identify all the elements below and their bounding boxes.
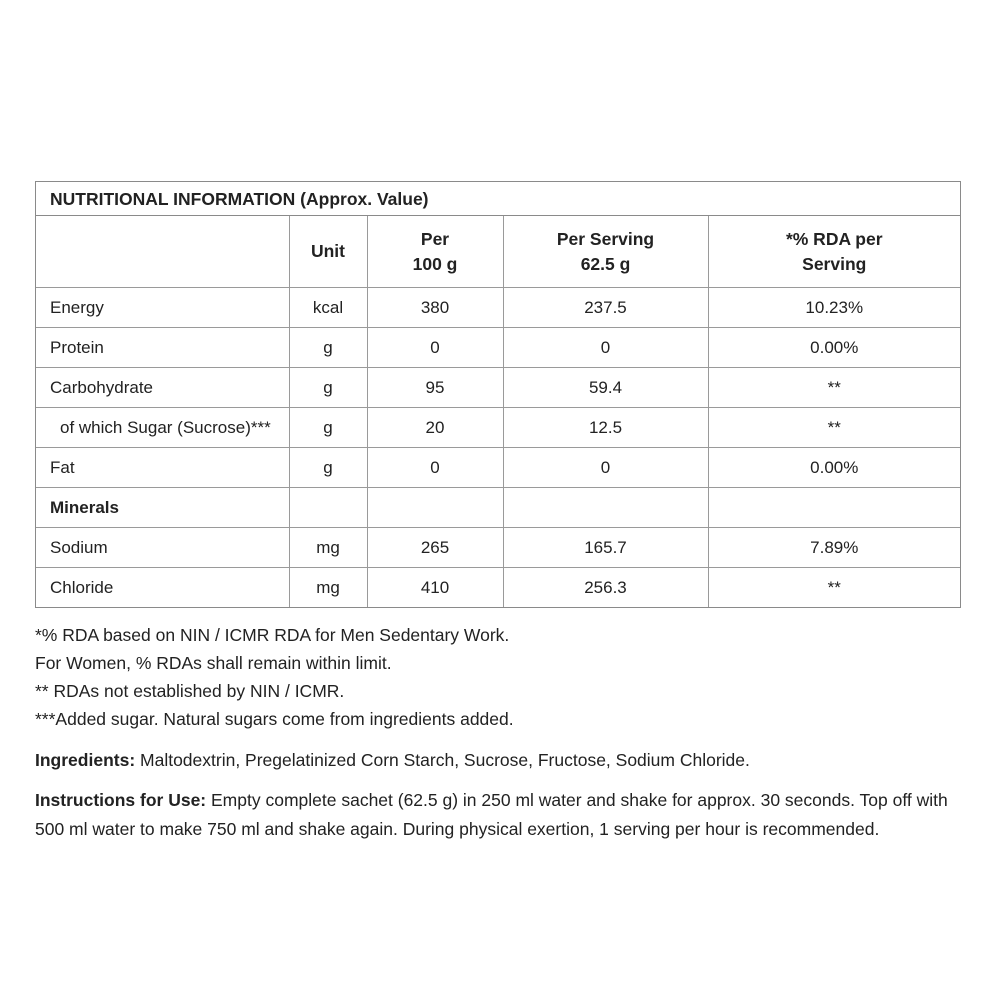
table-row	[36, 528, 960, 568]
ingredients-paragraph	[35, 746, 975, 775]
row-per-serving: 165.7	[503, 528, 708, 568]
row-unit: g	[289, 368, 367, 408]
row-per100: 0	[367, 448, 503, 488]
row-unit: mg	[289, 528, 367, 568]
table-row	[36, 488, 960, 528]
row-per-serving: 0	[503, 448, 708, 488]
row-unit: g	[289, 328, 367, 368]
row-unit: g	[289, 448, 367, 488]
instructions-paragraph	[35, 786, 975, 843]
header-rda-line2: Serving	[802, 253, 867, 274]
row-unit	[289, 488, 367, 528]
row-per100: 95	[367, 368, 503, 408]
row-name: Chloride	[36, 568, 289, 608]
row-per100: 410	[367, 568, 503, 608]
row-per100: 20	[367, 408, 503, 448]
footnote-added-sugar: ***Added sugar. Natural sugars come from ingredients added.	[35, 709, 514, 729]
row-per-serving: 237.5	[503, 288, 708, 328]
row-rda: **	[708, 408, 960, 448]
row-name: Fat	[36, 448, 289, 488]
row-rda: 7.89%	[708, 528, 960, 568]
row-per100: 380	[367, 288, 503, 328]
header-per100	[367, 216, 503, 288]
row-unit: g	[289, 408, 367, 448]
table-row	[36, 568, 960, 608]
row-per-serving: 12.5	[503, 408, 708, 448]
header-per-serving	[503, 216, 708, 288]
ingredients-text: Maltodextrin, Pregelatinized Corn Starch, Sucrose, Fructose, Sodium Chloride.	[135, 750, 750, 770]
row-per-serving	[503, 488, 708, 528]
row-per-serving: 0	[503, 328, 708, 368]
header-name	[36, 216, 289, 288]
header-row	[36, 216, 960, 288]
row-rda: **	[708, 368, 960, 408]
row-rda: **	[827, 577, 841, 597]
row-unit: kcal	[289, 288, 367, 328]
table-row	[36, 408, 960, 448]
row-name: Sodium	[36, 528, 289, 568]
row-rda: 0.00%	[708, 448, 960, 488]
table-row	[36, 328, 960, 368]
row-rda: 10.23%	[708, 288, 960, 328]
row-per100: 265	[367, 528, 503, 568]
header-per-serving-line1: Per Serving	[556, 228, 655, 249]
row-per-serving: 59.4	[503, 368, 708, 408]
header-per100-line2: 100 g	[412, 253, 458, 274]
header-per-serving-line2: 62.5 g	[580, 253, 631, 274]
instructions-text: Empty complete sachet (62.5 g) in 250 ml water and shake for approx. 30 seconds. Top off with 500 ml water to make 750 ml and shake again. During physical exertion, 1 serving per hour is recommended.	[35, 790, 948, 839]
footnote-rda-basis: *% RDA based on NIN / ICMR RDA for Men Sedentary Work.	[35, 625, 510, 645]
row-rda: 0.00%	[708, 328, 960, 368]
nutrition-table	[36, 216, 960, 607]
table-row	[36, 448, 960, 488]
row-per100	[367, 488, 503, 528]
row-per-serving: 256.3	[503, 568, 708, 608]
footnote-women: For Women, % RDAs shall remain within limit.	[35, 653, 392, 673]
row-per100: 0	[367, 328, 503, 368]
nutrition-table-panel	[35, 181, 961, 608]
table-row	[36, 288, 960, 328]
footnote-rda-not-established: ** RDAs not established by NIN / ICMR.	[35, 681, 345, 701]
header-rda	[708, 216, 960, 288]
row-name: Protein	[36, 328, 289, 368]
footnotes	[35, 621, 975, 733]
row-unit: mg	[289, 568, 367, 608]
table-row	[36, 368, 960, 408]
ingredients-label: Ingredients:	[35, 750, 136, 770]
row-name: Energy	[36, 288, 289, 328]
header-unit: Unit	[289, 216, 367, 288]
row-name: Carbohydrate	[36, 368, 289, 408]
header-per100-line1: Per	[420, 228, 450, 249]
row-name: of which Sugar (Sucrose)***	[36, 408, 289, 448]
section-heading-minerals: Minerals	[36, 488, 289, 528]
header-rda-line1: *% RDA per	[785, 228, 883, 249]
table-title: NUTRITIONAL INFORMATION (Approx. Value)	[36, 182, 960, 216]
row-rda	[708, 488, 960, 528]
instructions-label: Instructions for Use:	[35, 790, 207, 810]
